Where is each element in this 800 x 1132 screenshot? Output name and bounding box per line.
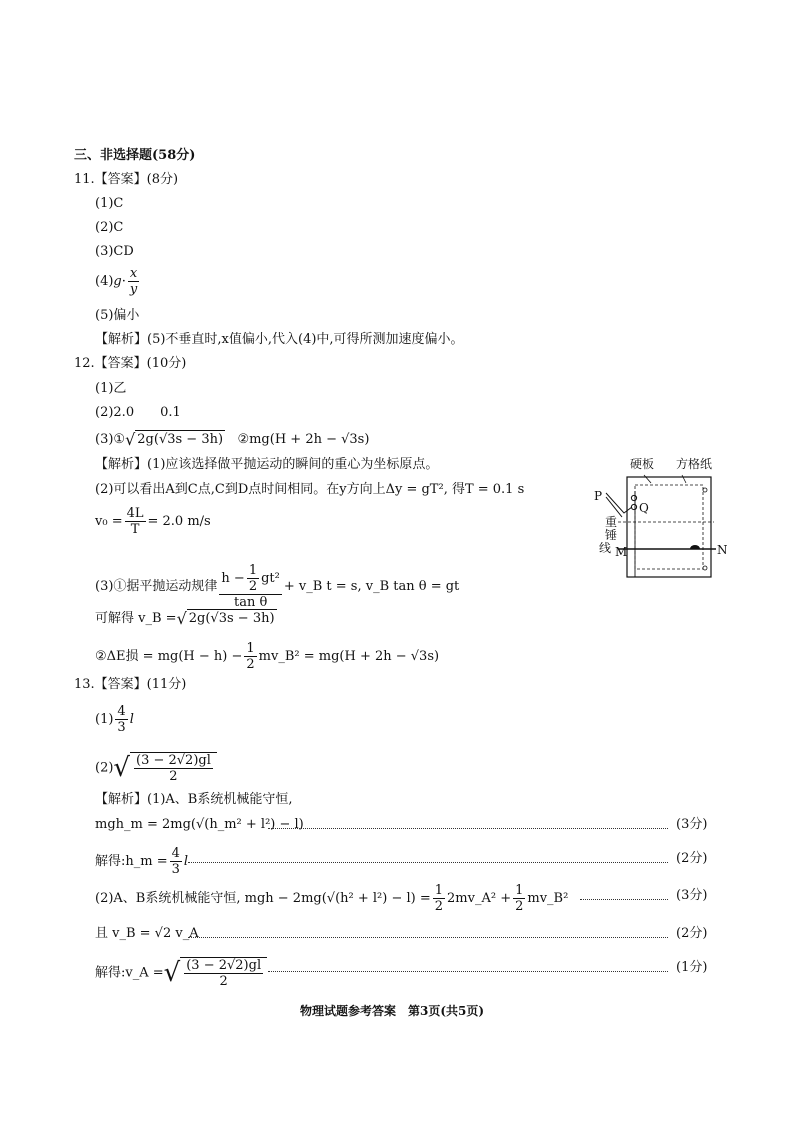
section-title: 三、非选择题(58分) [74, 148, 196, 163]
leader-dots [268, 971, 668, 972]
q13-answer-2-label: (2) [95, 760, 114, 776]
label-m: M [615, 545, 628, 559]
experiment-diagram [594, 455, 729, 585]
q12-analysis-5 [95, 609, 277, 628]
q11-answer-2: (2)C [95, 220, 124, 235]
fraction-denominator: 2 [515, 899, 524, 914]
vb-label: 可解得 v_B = [95, 611, 177, 626]
half-fraction [244, 641, 256, 672]
q11-answer-4 [95, 266, 141, 297]
q12-analysis-1: 【解析】(1)应该选择做平抛运动的瞬间的重心为坐标原点。 [95, 457, 439, 472]
q13-equation-1-score: (3分) [676, 817, 708, 832]
q13-heading: 13.【答案】(11分) [74, 677, 187, 692]
leader-dots [188, 862, 668, 863]
q12-analysis-6 [95, 641, 439, 672]
q12-analysis-2: (2)可以看出A到C点,C到D点时间相同。在y方向上Δy = gT², 得T = 0.1 s [95, 482, 525, 497]
fraction-numerator: 4 [171, 846, 180, 861]
q13-equation-3-part3: mv_B² [527, 891, 569, 906]
fraction-numerator: 1 [248, 563, 258, 578]
fraction-denominator: y [129, 282, 138, 297]
q13-equation-2-score: (2分) [676, 851, 708, 866]
leader-dots [580, 899, 668, 900]
q12-answer-3 [95, 430, 369, 449]
fraction-numerator: x [129, 266, 138, 281]
fraction-denominator: 2 [248, 579, 258, 594]
projectile-fraction [219, 563, 281, 610]
leader-dots [188, 937, 668, 938]
sqrt-expression: √ $\frac{(3 - 2√2)gl}{2}$ [113, 752, 216, 784]
fraction-denominator: tan θ [233, 595, 268, 610]
sqrt-expression: √ 2g(√3s − 3h) [125, 429, 224, 449]
fraction-numerator: 1 [434, 883, 444, 898]
leader-dots [268, 828, 668, 829]
q12-heading: 12.【答案】(10分) [74, 356, 187, 371]
q11-analysis: 【解析】(5)不垂直时,x值偏小,代入(4)中,可得所测加速度偏小。 [95, 332, 464, 347]
q13-answer-1 [95, 704, 134, 735]
energy-loss-label: ②ΔE损 = mg(H − h) − [95, 649, 243, 664]
label-line: 线 [599, 541, 612, 555]
fraction-denominator: 2 [169, 769, 178, 784]
fraction-numerator: (3 − 2√2)gl [136, 753, 211, 768]
fraction-numerator: (3 − 2√2)gl [186, 958, 262, 973]
label-weight: 重 [605, 515, 618, 529]
q13-analysis-1: 【解析】(1)A、B系统机械能守恒, [95, 792, 293, 807]
fraction-denominator: 2 [246, 657, 255, 672]
sqrt-fraction [134, 753, 213, 784]
label-p: P [594, 489, 603, 503]
hm-l: l [183, 854, 189, 869]
label-board: 硬板 [630, 457, 655, 471]
fraction-denominator: 2 [434, 899, 444, 914]
q13-answer-2 [95, 752, 217, 784]
q12-analysis-4-rest: + v_B t = s, v_B tan θ = gt [283, 579, 460, 594]
sqrt-body: 2g(√3s − 3h) [137, 432, 224, 447]
q11-answer-1: (1)C [95, 196, 124, 211]
numerator-gt2: gt² [261, 571, 280, 586]
q12-answer-2: (2)2.0 0.1 [95, 405, 181, 420]
hm-label: 解得:h_m = [95, 854, 168, 869]
energy-loss-rest: mv_B² = mg(H + 2h − √3s) [258, 649, 440, 664]
q13-answer-1-label: (1) [95, 712, 114, 727]
label-grid-paper: 方格纸 [676, 457, 713, 471]
fraction-denominator: 3 [171, 862, 180, 877]
va-label: 解得:v_A = [95, 965, 164, 981]
q11-answer-5: (5)偏小 [95, 308, 140, 323]
q13-equation-4: 且 v_B = √2 v_A [95, 926, 199, 941]
q13-equation-1: mgh_m = 2mg(√(h_m² + l²) − l) [95, 817, 304, 832]
label-q: Q [639, 501, 649, 515]
half-fraction [247, 563, 259, 594]
q11-answer-4-g: g [113, 274, 122, 289]
q11-answer-4-dot: · [121, 274, 126, 289]
fraction-numerator: 1 [246, 641, 255, 656]
label-n: N [717, 543, 728, 557]
v0-label: v₀ = [95, 514, 123, 529]
q12-analysis-4 [95, 563, 459, 610]
q13-equation-3 [95, 883, 568, 914]
fraction-numerator: 4L [126, 506, 144, 521]
q12-answer-3-label: (3)① [95, 432, 126, 447]
q13-equation-4-score: (2分) [676, 926, 708, 941]
q13-equation-5 [95, 957, 267, 989]
q13-equation-2 [95, 846, 188, 877]
fraction-numerator [219, 563, 281, 595]
sqrt-fraction [184, 958, 263, 989]
v0-value: = 2.0 m/s [147, 514, 211, 529]
fraction-numerator: 4 [117, 704, 126, 719]
q12-answer-3-part2: ②mg(H + 2h − √3s) [237, 432, 370, 447]
fraction-4-3 [115, 704, 127, 735]
fraction-denominator: 2 [219, 974, 228, 989]
q13-answer-1-l: l [129, 712, 134, 727]
q13-equation-5-score: (1分) [676, 960, 708, 975]
label-hammer: 锤 [605, 528, 618, 542]
sqrt-expression: √ $\frac{(3 - 2√2)gl}{2}$ [164, 957, 267, 989]
fraction-4-3 [170, 846, 182, 877]
q11-answer-3: (3)CD [95, 244, 134, 259]
page-footer: 物理试题参考答案 第3页(共5页) [300, 1004, 485, 1018]
fraction-denominator: T [130, 522, 140, 537]
q12-analysis-3 [95, 506, 211, 537]
fraction-denominator: 3 [117, 720, 126, 735]
q11-answer-4-label: (4) [95, 274, 114, 289]
fraction-4L-over-T [125, 506, 146, 537]
q13-equation-3-part2: 2mv_A² + [447, 891, 512, 906]
sqrt-body: 2g(√3s − 3h) [188, 611, 275, 626]
q13-equation-3-score: (3分) [676, 888, 708, 903]
q12-answer-1: (1)乙 [95, 381, 127, 396]
q13-equation-3-part1: (2)A、B系统机械能守恒, mgh − 2mg(√(h² + l²) − l) = [95, 891, 431, 906]
numerator-h: h − [221, 571, 245, 586]
q11-heading: 11.【答案】(8分) [74, 172, 179, 187]
half-fraction [433, 883, 445, 914]
q11-answer-4-fraction [128, 266, 139, 297]
q12-analysis-4-label: (3)①据平抛运动规律 [95, 579, 218, 594]
half-fraction [513, 883, 525, 914]
fraction-numerator: 1 [515, 883, 524, 898]
sqrt-expression: √ 2g(√3s − 3h) [176, 608, 275, 628]
